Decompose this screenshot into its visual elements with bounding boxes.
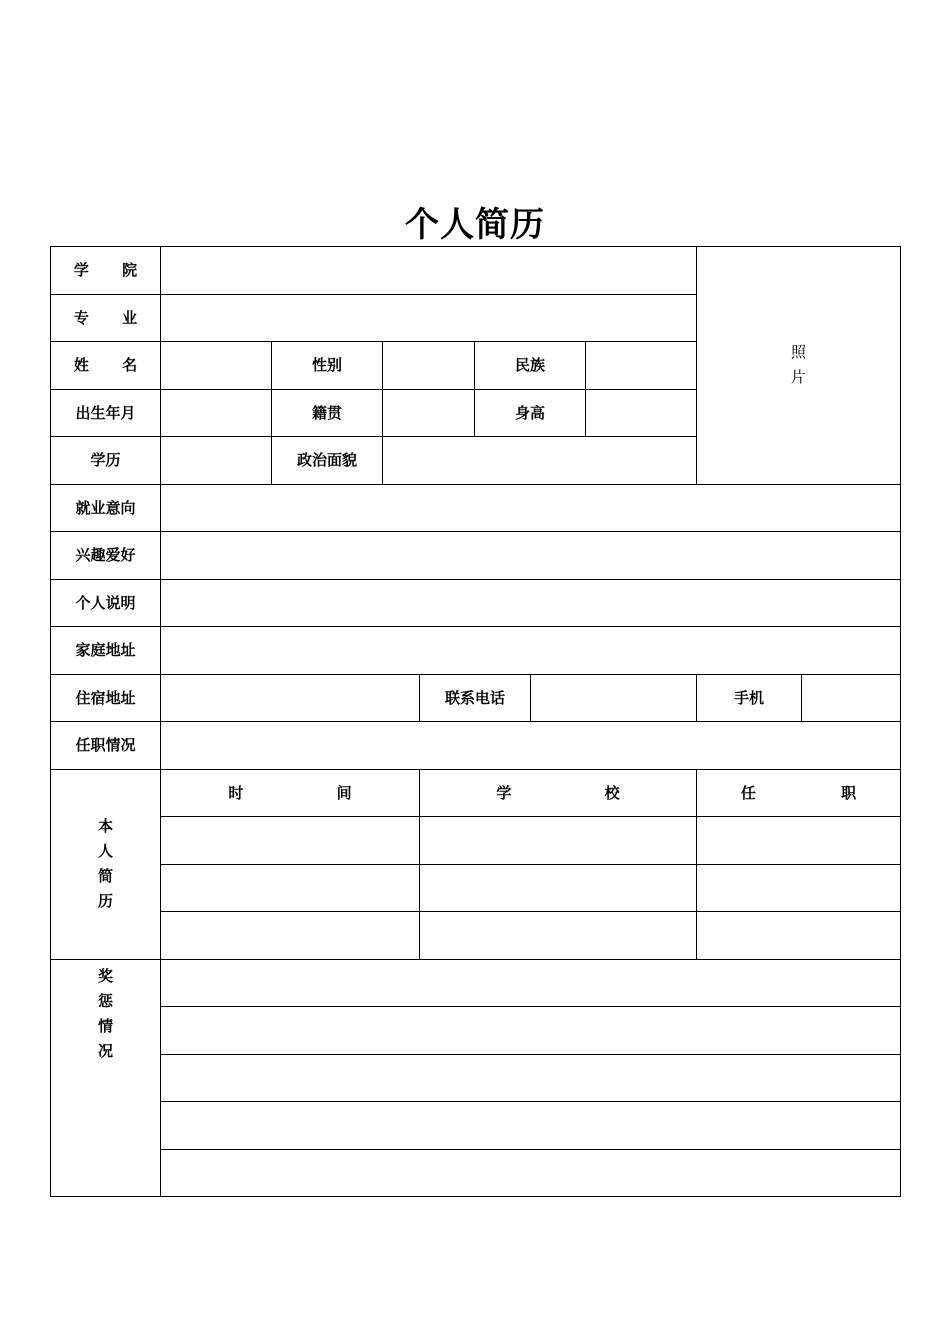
field-education[interactable]: [161, 437, 272, 485]
row-home-address: [51, 627, 901, 675]
row-positions: [51, 722, 901, 770]
page-title: 个人简历: [405, 205, 545, 245]
label-photo: 照片: [791, 343, 807, 387]
photo-box[interactable]: [697, 247, 901, 485]
label-hobbies: 兴趣爱好: [51, 532, 161, 580]
row-career-intention: [51, 484, 901, 532]
resume-school-cell[interactable]: [420, 864, 697, 912]
resume-form: [50, 246, 901, 1197]
header-school: 学 校: [420, 769, 697, 817]
label-career-intention: 就业意向: [51, 484, 161, 532]
field-birth[interactable]: [161, 389, 272, 437]
field-home-address[interactable]: [161, 627, 901, 675]
resume-school-cell[interactable]: [420, 912, 697, 960]
field-ethnicity[interactable]: [586, 342, 697, 390]
label-dorm-address: 住宿地址: [51, 674, 161, 722]
awards-line[interactable]: [161, 1054, 901, 1102]
row-dorm-address: [51, 674, 901, 722]
field-phone[interactable]: [531, 674, 697, 722]
field-height[interactable]: [586, 389, 697, 437]
label-education: 学历: [51, 437, 161, 485]
awards-line[interactable]: [161, 1102, 901, 1150]
label-native-place: 籍贯: [272, 389, 383, 437]
row-awards: [51, 1149, 901, 1197]
row-personal-statement: [51, 579, 901, 627]
label-home-address: 家庭地址: [51, 627, 161, 675]
label-ethnicity: 民族: [475, 342, 586, 390]
label-college: 学 院: [51, 247, 161, 295]
awards-section: [51, 959, 161, 1197]
label-positions: 任职情况: [51, 722, 161, 770]
resume-time-cell[interactable]: [161, 817, 420, 865]
label-gender: 性别: [272, 342, 383, 390]
resume-section: [51, 769, 161, 959]
label-political-status: 政治面貌: [272, 437, 383, 485]
field-political-status[interactable]: [383, 437, 697, 485]
row-awards: [51, 1007, 901, 1055]
row-awards: [51, 959, 901, 1007]
header-position: 任 职: [697, 769, 901, 817]
row-resume-entry: [51, 817, 901, 865]
row-resume-entry: [51, 864, 901, 912]
field-personal-statement[interactable]: [161, 579, 901, 627]
label-phone: 联系电话: [420, 674, 531, 722]
label-mobile: 手机: [697, 674, 802, 722]
resume-time-cell[interactable]: [161, 864, 420, 912]
row-awards: [51, 1054, 901, 1102]
field-native-place[interactable]: [383, 389, 475, 437]
field-dorm-address[interactable]: [161, 674, 420, 722]
row-resume-header: [51, 769, 901, 817]
field-college[interactable]: [161, 247, 697, 295]
field-mobile[interactable]: [802, 674, 901, 722]
field-hobbies[interactable]: [161, 532, 901, 580]
row-resume-entry: [51, 912, 901, 960]
label-major: 专 业: [51, 294, 161, 342]
label-birth: 出生年月: [51, 389, 161, 437]
awards-line[interactable]: [161, 1007, 901, 1055]
awards-line[interactable]: [161, 959, 901, 1007]
awards-line[interactable]: [161, 1149, 901, 1197]
resume-time-cell[interactable]: [161, 912, 420, 960]
field-gender[interactable]: [383, 342, 475, 390]
row-hobbies: [51, 532, 901, 580]
resume-school-cell[interactable]: [420, 817, 697, 865]
label-name: 姓 名: [51, 342, 161, 390]
label-personal-statement: 个人说明: [51, 579, 161, 627]
label-awards: 奖惩情况: [97, 966, 113, 1060]
label-resume: 本人简历: [97, 817, 113, 910]
field-major[interactable]: [161, 294, 697, 342]
field-career-intention[interactable]: [161, 484, 901, 532]
resume-position-cell[interactable]: [697, 912, 901, 960]
row-college: [51, 247, 901, 295]
label-height: 身高: [475, 389, 586, 437]
field-positions[interactable]: [161, 722, 901, 770]
field-name[interactable]: [161, 342, 272, 390]
header-time: 时 间: [161, 769, 420, 817]
resume-position-cell[interactable]: [697, 864, 901, 912]
row-awards: [51, 1102, 901, 1150]
resume-position-cell[interactable]: [697, 817, 901, 865]
